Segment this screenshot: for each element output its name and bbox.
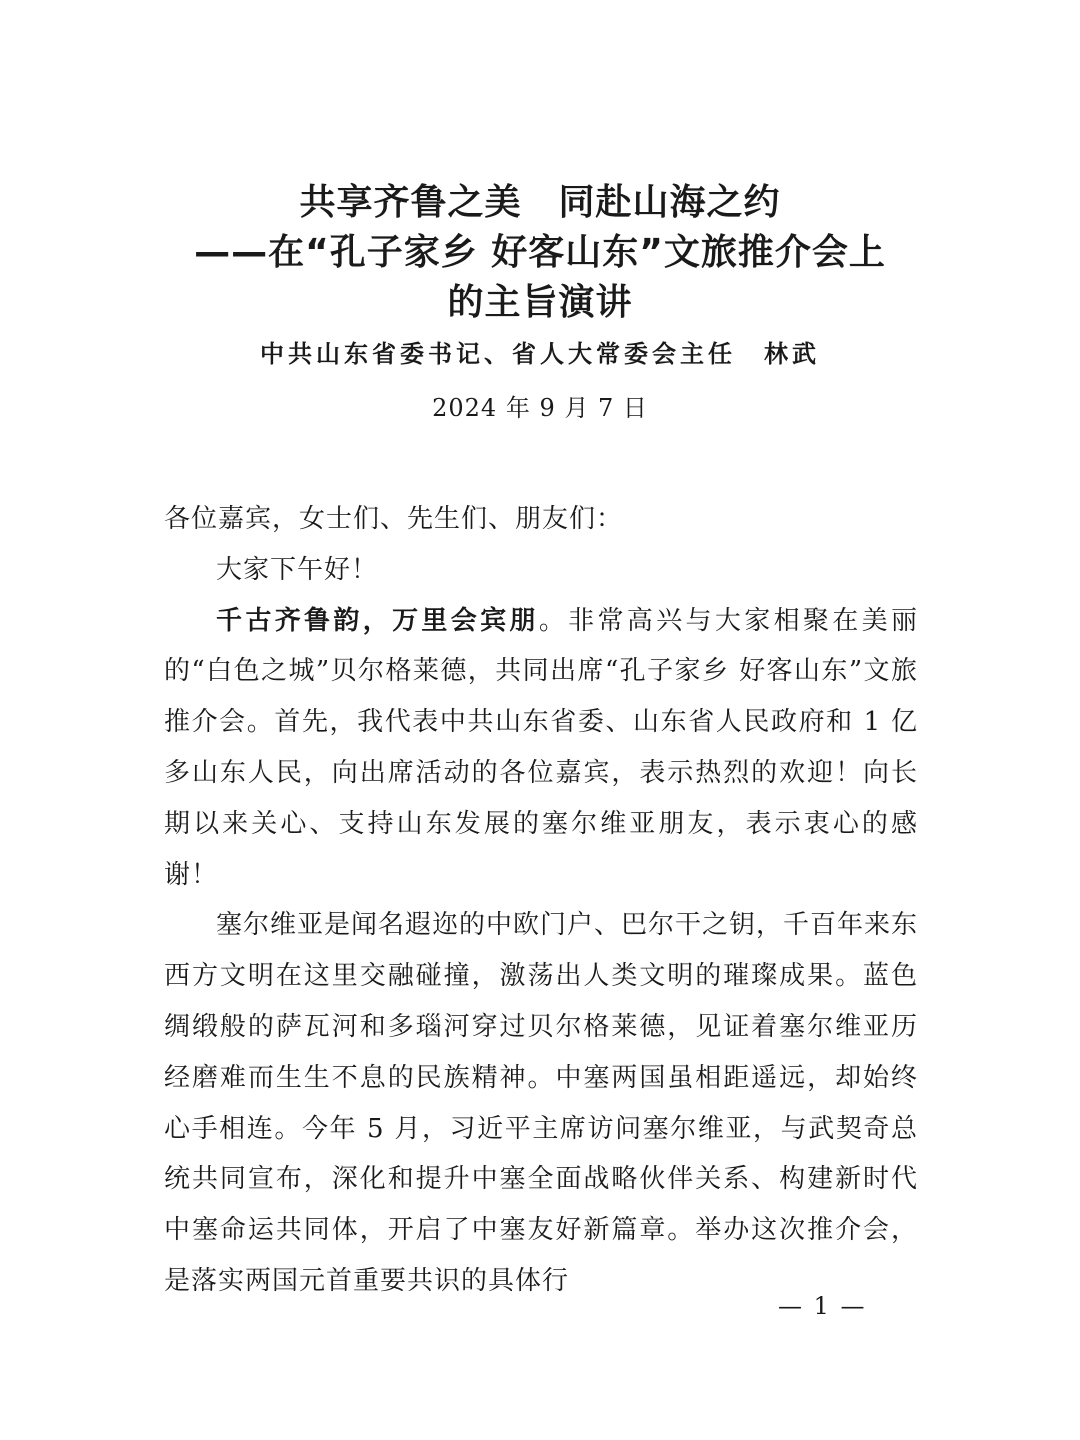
- document-title: [0, 178, 1080, 328]
- date-line: 2024 年 9 月 7 日: [432, 394, 648, 422]
- title-line-3: 的主旨演讲: [447, 282, 633, 323]
- speech-body: [164, 494, 918, 1307]
- author-line: 中共山东省委书记、省人大常委会主任 林武: [260, 339, 820, 368]
- greeting: 大家下午好！: [216, 554, 379, 585]
- salutation: 各位嘉宾，女士们、先生们、朋友们：: [164, 504, 624, 534]
- paragraph-1-lead: 千古齐鲁韵，万里会宾朋: [216, 605, 539, 636]
- paragraph-2: 塞尔维亚是闻名遐迩的中欧门户、巴尔干之钥，千百年来东西方文明在这里交融碰撞，激荡出人类文明的璀璨成果。蓝色绸缎般的萨瓦河和多瑙河穿过贝尔格莱德，见证着塞尔维亚历经磨难而生生不息的民族精神。中塞两国虽相距遥远，却始终心手相连。今年 5 月，习近平主席访问塞尔维亚，与武契奇总统共同宣布，深化和提升中塞全面战略伙伴关系、构建新时代中塞命运共同体，开启了中塞友好新篇章。举办这次推介会，是落实两国元首重要共识的具体行: [164, 910, 919, 1296]
- page-number: — 1 —: [778, 1292, 867, 1320]
- title-line-2: ——在“孔子家乡 好客山东”文旅推介会上: [194, 232, 886, 273]
- paragraph-1-text: 。非常高兴与大家相聚在美丽的“白色之城”贝尔格莱德，共同出席“孔子家乡 好客山东”文旅推介会。首先，我代表中共山东省委、山东省人民政府和 1 亿多山东人民，向出席活动的各位嘉宾，表示热烈的欢迎！向长期以来关心、支持山东发展的塞尔维亚朋友，表示衷心的感谢！: [164, 605, 918, 890]
- title-line-1: 共享齐鲁之美 同赴山海之约: [299, 182, 781, 223]
- paragraph-1: [164, 596, 918, 901]
